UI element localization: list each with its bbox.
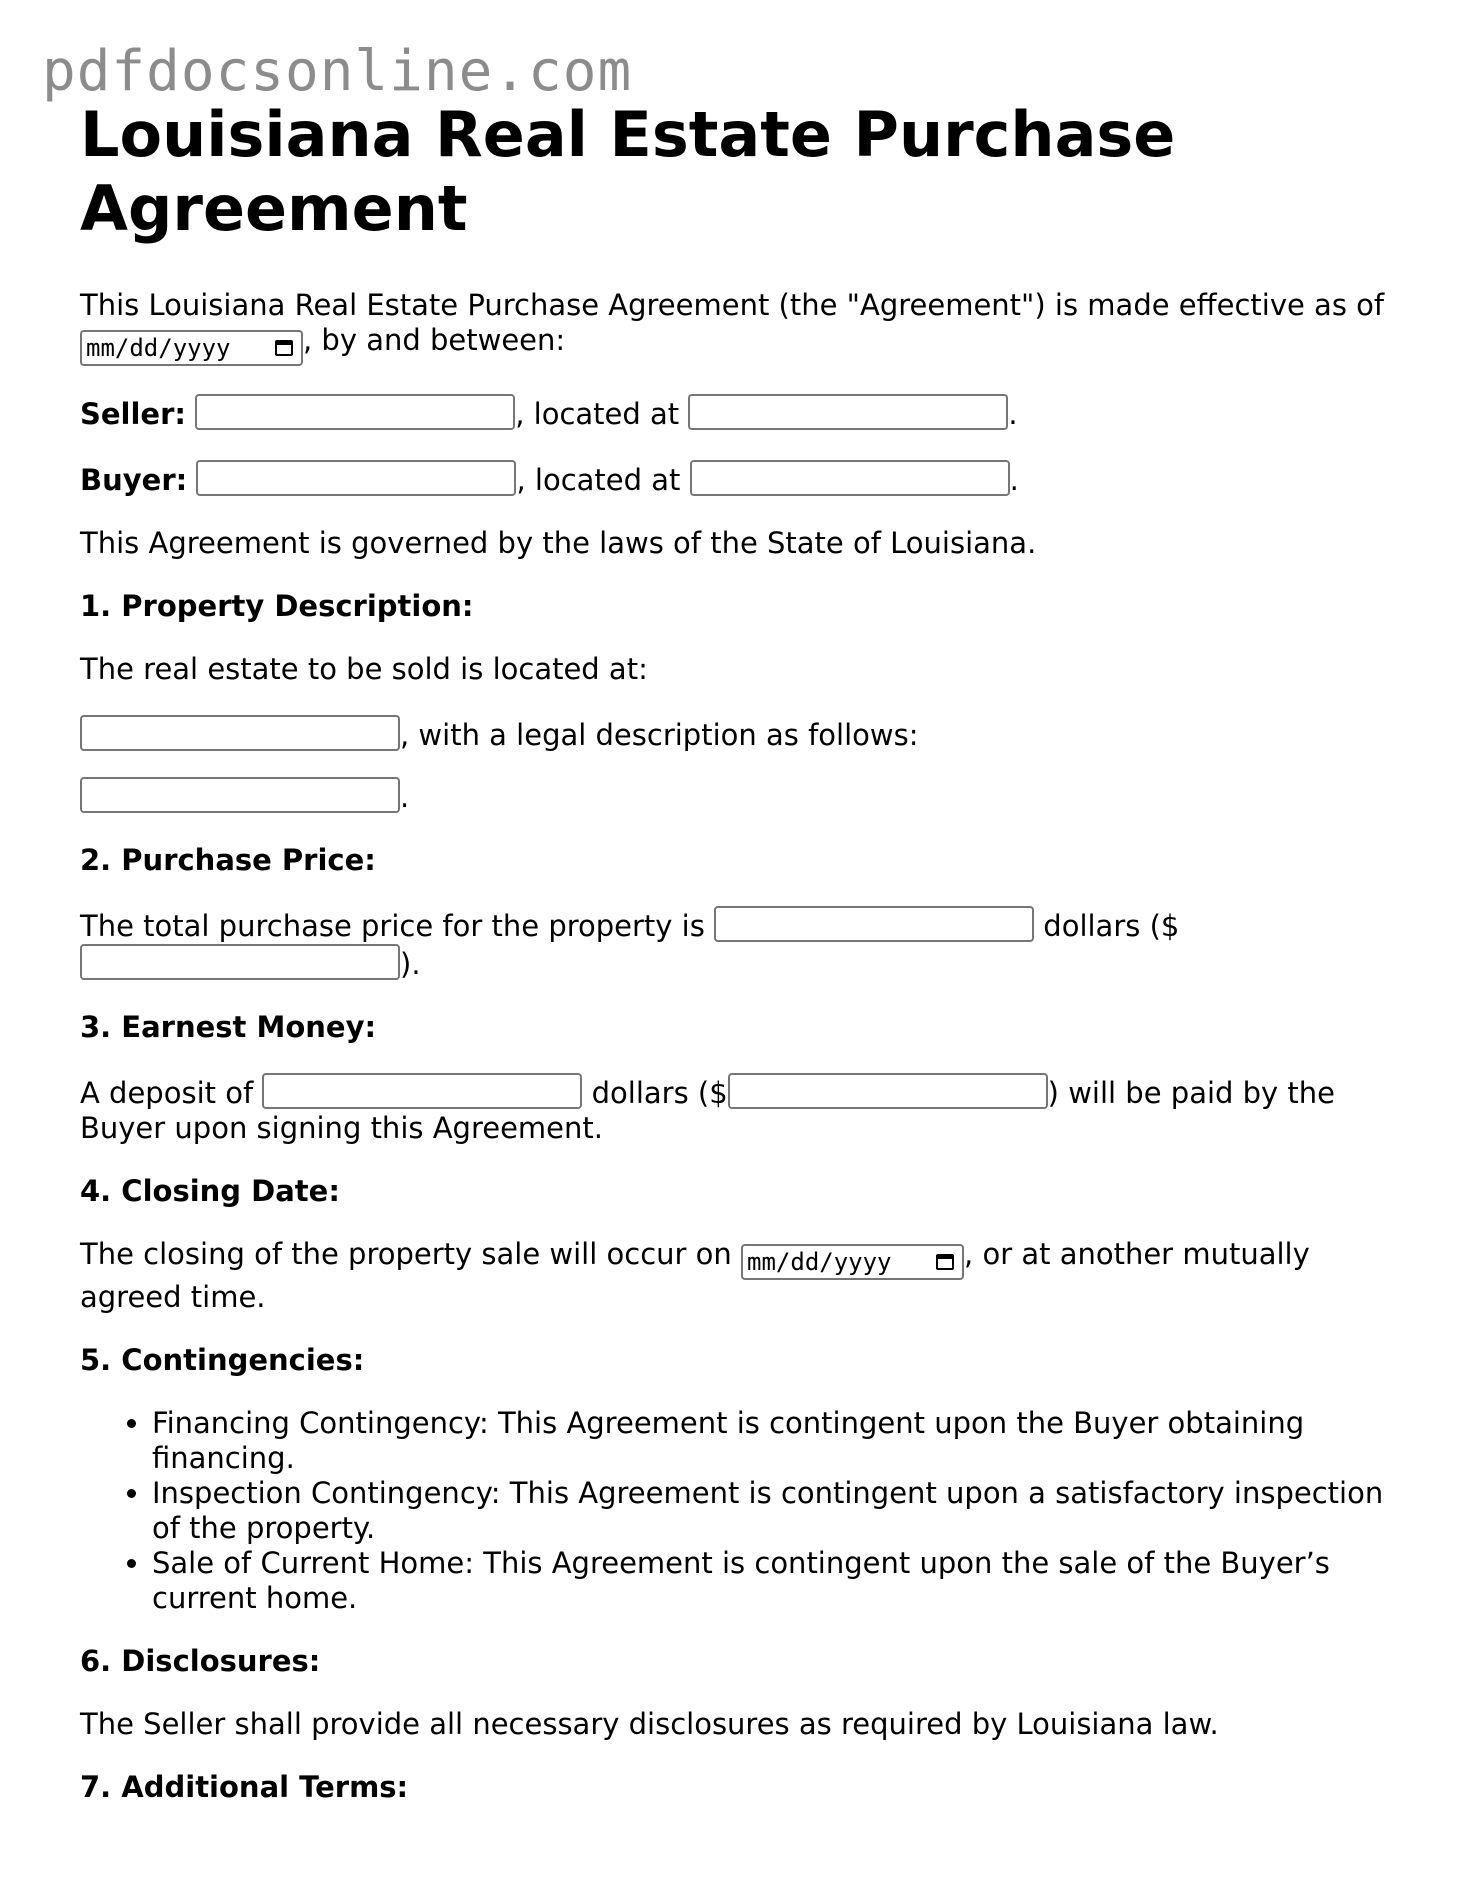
list-item: • Financing Contingency: This Agreement is contingent upon the Buyer obtaining financing. [152,1406,1400,1476]
seller-line [80,394,1400,432]
property-legal-text: , with a legal description as follows: [400,718,919,752]
earnest-text-after: ) will be paid by the Buyer upon signing this Agreement. [80,1076,1336,1145]
contingencies-list [80,1406,1400,1616]
closing-paragraph [80,1237,1400,1315]
property-heading: 1. Property Description: [80,589,474,623]
effective-date-input[interactable] [80,330,303,366]
disclosures-heading: 6. Disclosures: [80,1644,321,1678]
buyer-address-input[interactable] [690,460,1010,496]
earnest-paragraph [80,1073,1400,1146]
effective-date-placeholder: mm/dd/yyyy [86,334,231,362]
disclosures-text: The Seller shall provide all necessary disclosures as required by Louisiana law. [80,1707,1219,1741]
earnest-words-input[interactable] [262,1073,582,1109]
closing-text: The closing of the property sale will occur on [80,1237,732,1271]
seller-label: Seller: [80,397,187,431]
seller-end: . [1008,397,1018,431]
buyer-line [80,460,1400,498]
legal-description-input[interactable] [80,777,400,813]
buyer-end: . [1009,463,1019,497]
list-item: • Sale of Current Home: This Agreement is contingent upon the sale of the Buyer’s current home. [152,1546,1400,1616]
price-text: The total purchase price for the property is [80,909,705,943]
price-words-input[interactable] [714,906,1034,942]
list-item: • Inspection Contingency: This Agreement is contingent upon a satisfactory inspection of the property. [152,1476,1400,1546]
buyer-label: Buyer: [80,463,188,497]
calendar-icon[interactable] [936,1254,954,1270]
property-address-line [80,715,1400,753]
price-paragraph [80,906,1400,982]
price-end: ). [400,947,421,981]
calendar-icon[interactable] [275,340,293,356]
price-dollars-text: dollars ($ [1043,909,1180,943]
governing-law-text: This Agreement is governed by the laws of the State of Louisiana. [80,526,1037,560]
closing-heading: 4. Closing Date: [80,1174,340,1208]
price-amount-input[interactable] [80,944,400,980]
contingencies-heading: 5. Contingencies: [80,1343,365,1377]
closing-date-input[interactable] [741,1244,964,1280]
earnest-dollars-text: dollars ($ [591,1076,728,1110]
legal-description-end: . [400,780,410,814]
closing-text-after: , or at another mutually agreed time. [80,1237,1310,1314]
seller-address-input[interactable] [688,394,1008,430]
property-intro-text: The real estate to be sold is located at: [80,652,648,686]
buyer-located-text: , located at [516,463,681,497]
seller-name-input[interactable] [195,394,515,430]
buyer-name-input[interactable] [196,460,516,496]
document [80,98,1400,1833]
closing-date-placeholder: mm/dd/yyyy [747,1248,892,1276]
watermark: pdfdocsonline.com [42,39,633,104]
page-title: Louisiana Real Estate Purchase Agreement [80,98,1176,245]
intro-text-after: , by and between: [303,323,566,357]
legal-description-line [80,777,1400,815]
intro-paragraph [80,288,1400,366]
earnest-amount-input[interactable] [728,1073,1048,1109]
seller-located-text: , located at [515,397,680,431]
earnest-text: A deposit of [80,1076,254,1110]
intro-text: This Louisiana Real Estate Purchase Agreement (the "Agreement") is made effective as of [80,288,1385,322]
additional-terms-heading: 7. Additional Terms: [80,1770,409,1804]
property-address-input[interactable] [80,715,400,751]
price-heading: 2. Purchase Price: [80,843,376,877]
earnest-heading: 3. Earnest Money: [80,1010,377,1044]
